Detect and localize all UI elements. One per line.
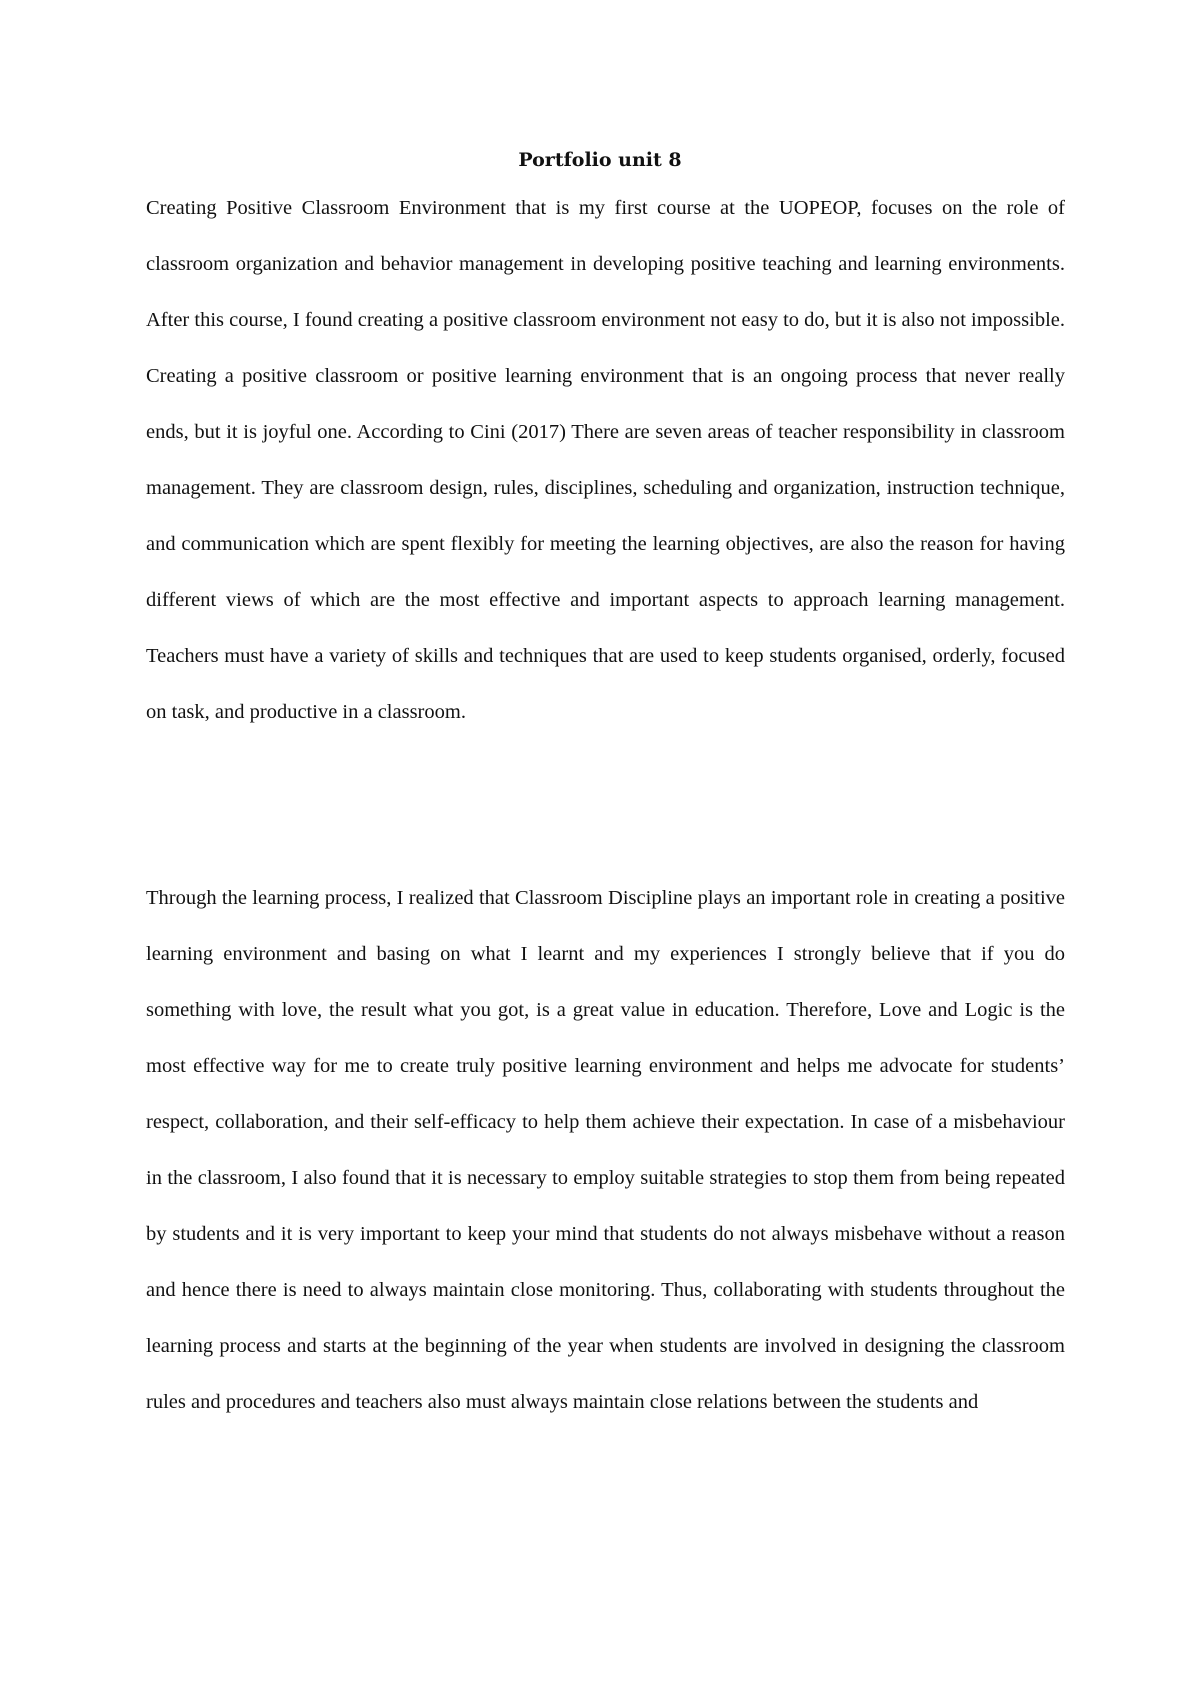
paragraph-course-reflection: Creating Positive Classroom Environment that is my first course at the UOPEOP, focuses on the role of classroom organization and behavior management in developing positive teaching and learning environments. After this course, I found creating a positive classroom environment not easy to do, but it is also not impossible. Creating a positive classroom or positive learning environment that is an ongoing process that never really ends, but it is joyful one. According to Cini (2017) There are seven areas of teacher responsibility in classroom management. They are classroom design, rules, disciplines, scheduling and organization, instruction technique, and communication which are spent flexibly for meeting the learning objectives, are also the reason for having different views of which are the most effective and important aspects to approach learning management. Teachers must have a variety of skills and techniques that are used to keep students organised, orderly, focused on task, and productive in a classroom. [146,197,1065,723]
page-title: Portfolio unit 8 [518,149,682,171]
paragraph-classroom-discipline: Through the learning process, I realized that Classroom Discipline plays an important role in creating a positive learning environment and basing on what I learnt and my experiences I strongly believe that if you do something with love, the result what you got, is a great value in education. Therefore, Love and Logic is the most effective way for me to create truly positive learning environment and helps me advocate for students’ respect, collaboration, and their self-efficacy to help them achieve their expectation. In case of a misbehaviour in the classroom, I also found that it is necessary to employ suitable strategies to stop them from being repeated by students and it is very important to keep your mind that students do not always misbehave without a reason and hence there is need to always maintain close monitoring. Thus, collaborating with students throughout the learning process and starts at the beginning of the year when students are involved in designing the classroom rules and procedures and teachers also must always maintain close relations between the students and [146,887,1065,1413]
